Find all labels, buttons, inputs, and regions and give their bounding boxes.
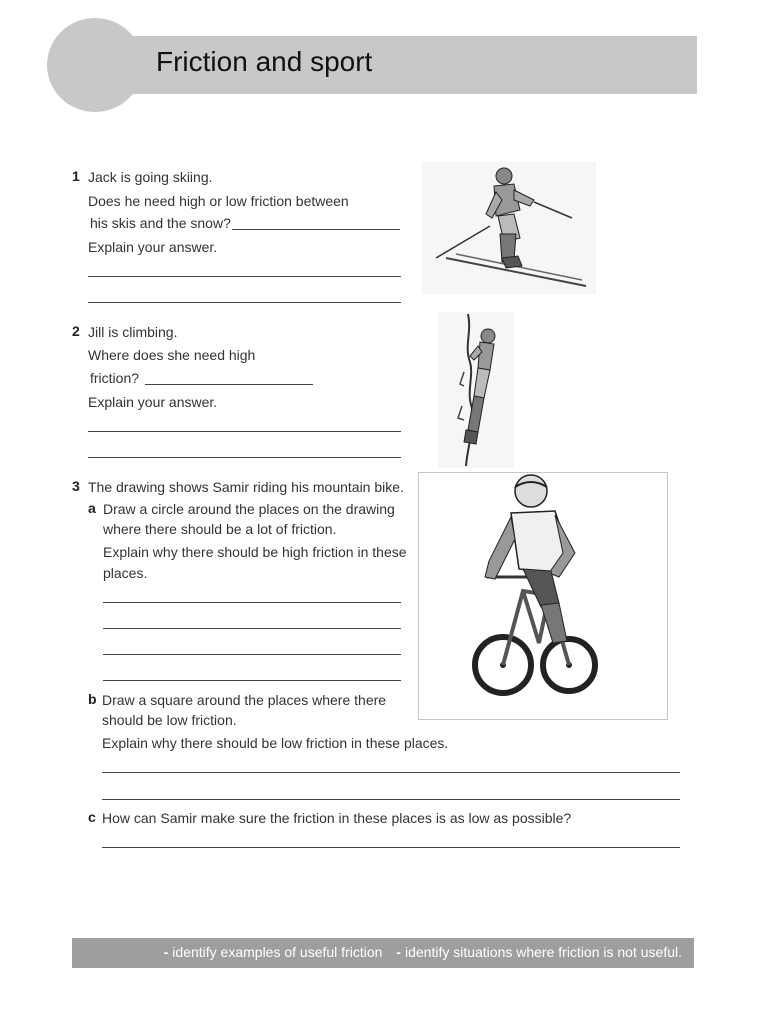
footer-objective-1: identify examples of useful friction: [172, 944, 383, 960]
question-3a-answer-line-4[interactable]: [103, 680, 401, 681]
question-3a-answer-line-1[interactable]: [103, 602, 401, 603]
header-circle-decoration: [47, 18, 143, 112]
question-3a-line-2: where there should be a lot of friction.: [103, 521, 337, 537]
question-2-answer-line-2[interactable]: [88, 457, 401, 458]
mountain-biker-illustration: [418, 472, 668, 720]
question-3a-line-3: Explain why there should be high friction in these: [103, 544, 407, 560]
question-3b-line-3: Explain why there should be low friction in these places.: [102, 735, 449, 751]
question-1-line-1: Jack is going skiing.: [88, 169, 213, 185]
question-1-line-2: Does he need high or low friction between: [88, 193, 349, 209]
question-3b-letter: b: [88, 691, 97, 707]
question-1-line-3: his skis and the snow?: [90, 215, 231, 231]
question-3c-answer-line[interactable]: [102, 847, 680, 848]
question-3b-answer-line-2[interactable]: [102, 799, 680, 800]
question-2-number: 2: [72, 323, 80, 339]
question-2-line-3: friction?: [90, 370, 140, 386]
question-3a-line-1: Draw a circle around the places on the drawing: [103, 501, 395, 517]
question-1-number: 1: [72, 168, 80, 184]
question-2-inline-answer-line[interactable]: [145, 384, 313, 385]
question-3-number: 3: [72, 478, 80, 494]
question-3b-line-1: Draw a square around the places where there: [102, 692, 387, 708]
question-2-line-1: Jill is climbing.: [88, 324, 178, 340]
question-3a-letter: a: [88, 500, 96, 516]
page-title: Friction and sport: [156, 46, 373, 77]
question-2-answer-line-1[interactable]: [88, 431, 401, 432]
question-3a-answer-line-2[interactable]: [103, 628, 401, 629]
question-2-line-4: Explain your answer.: [88, 394, 218, 410]
question-3b-answer-line-1[interactable]: [102, 772, 680, 773]
footer-objective-2: identify situations where friction is not useful.: [404, 944, 682, 960]
question-3-intro: The drawing shows Samir riding his mountain bike.: [88, 479, 404, 495]
skier-illustration: [422, 162, 596, 294]
question-1-line-4: Explain your answer.: [88, 239, 218, 255]
question-3b-line-2: should be low friction.: [102, 712, 237, 728]
question-1-inline-answer-line[interactable]: [232, 229, 400, 230]
question-3a-line-4: places.: [103, 565, 148, 581]
climber-illustration: [438, 312, 514, 468]
question-2-line-2: Where does she need high: [88, 347, 256, 363]
question-1-answer-line-2[interactable]: [88, 302, 401, 303]
question-3c-letter: c: [88, 809, 96, 825]
question-1-answer-line-1[interactable]: [88, 276, 401, 277]
footer-objectives: [154, 944, 682, 960]
learning-objectives-footer: [72, 938, 694, 968]
footer-bullet-1: -: [163, 944, 169, 960]
question-3c-line-1: How can Samir make sure the friction in these places is as low as possible?: [102, 810, 572, 826]
footer-bullet-2: -: [396, 944, 401, 960]
question-3a-answer-line-3[interactable]: [103, 654, 401, 655]
